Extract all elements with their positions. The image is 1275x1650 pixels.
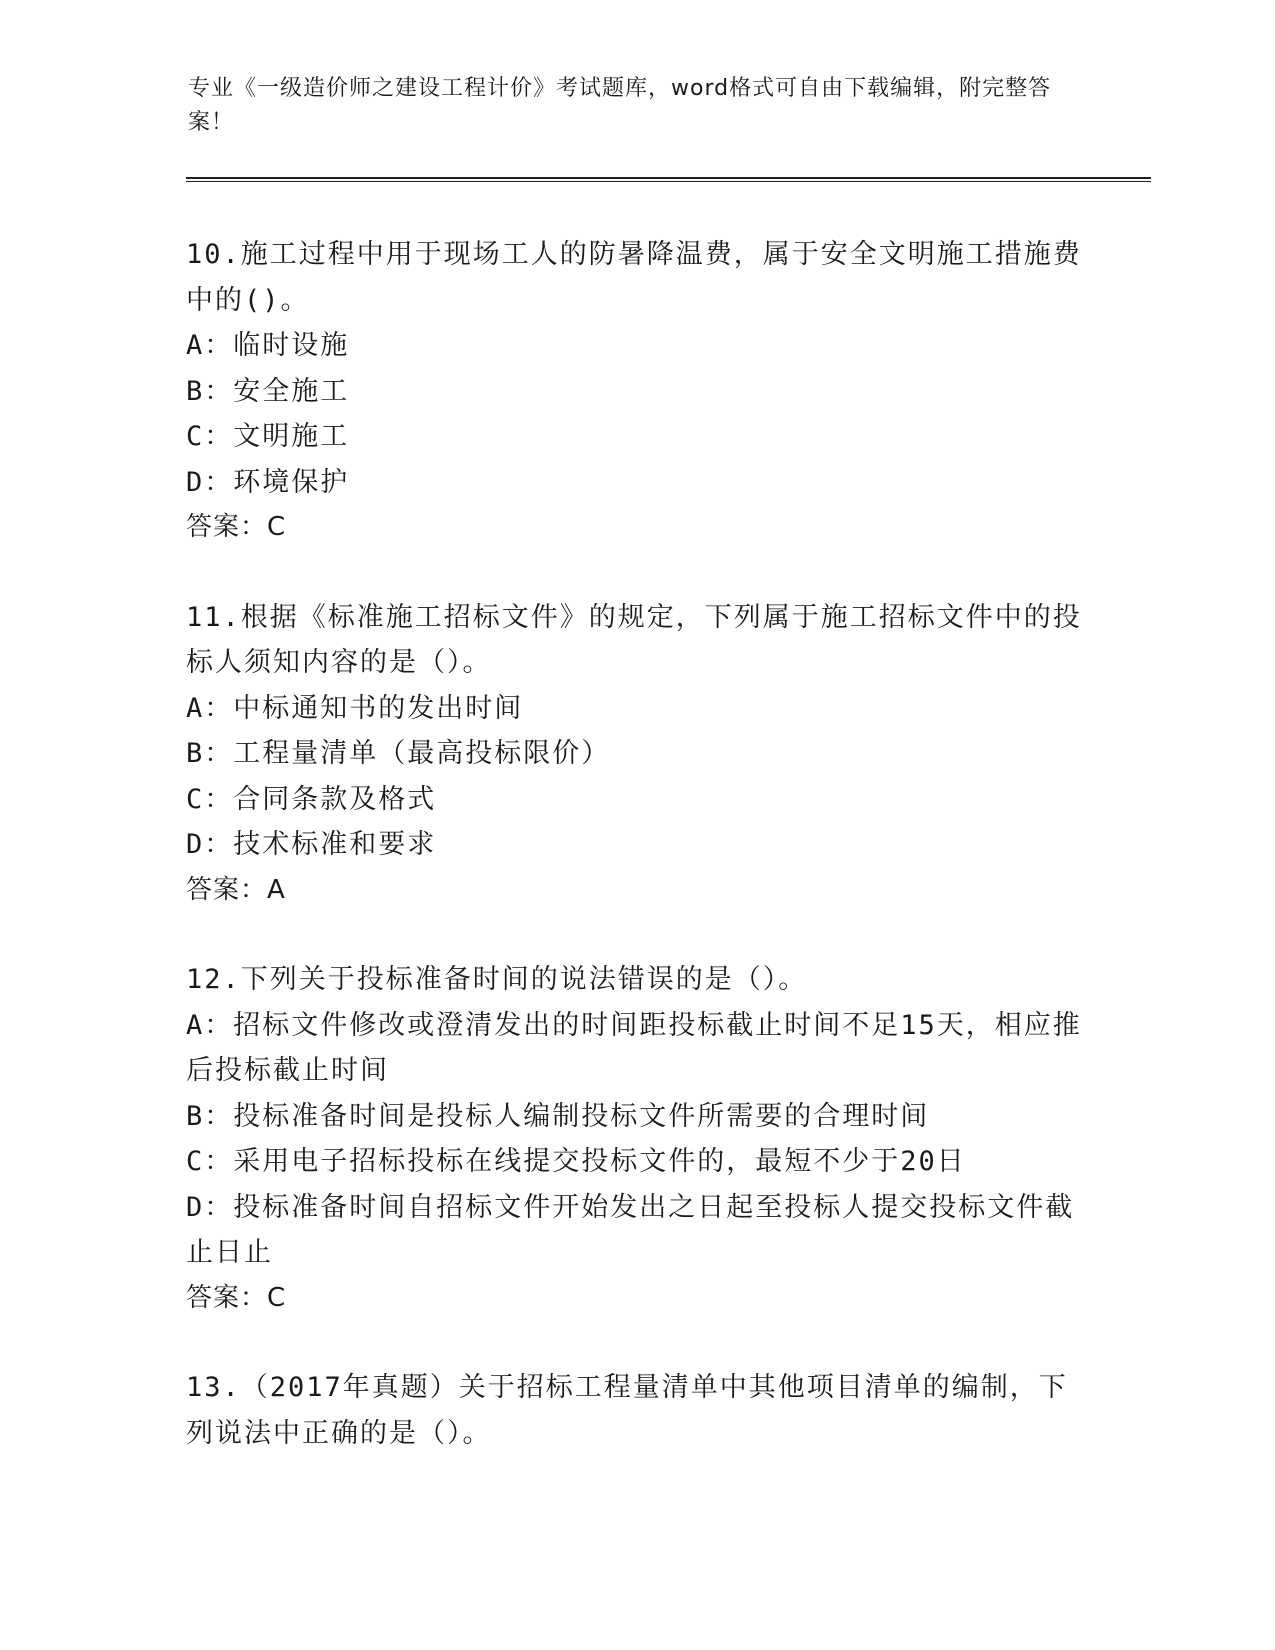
question-11 xyxy=(186,595,1086,914)
answer: 答案：A xyxy=(186,874,286,905)
question-10 xyxy=(186,232,1086,551)
question-text: 13.（2017年真题）关于招标工程量清单中其他项目清单的编制，下列说法中正确的是（）。 xyxy=(186,1372,1068,1449)
question-13 xyxy=(186,1365,1086,1456)
option-a: A：招标文件修改或澄清发出的时间距投标截止时间不足15天，相应推后投标截止时间 xyxy=(186,1009,1082,1086)
answer: 答案：C xyxy=(186,512,287,542)
answer: 答案：C xyxy=(186,1282,287,1313)
question-text: 11.根据《标准施工招标文件》的规定，下列属于施工招标文件中的投标人须知内容的是（）。 xyxy=(186,601,1082,678)
option-c: C：文明施工 xyxy=(186,421,350,452)
option-d: D：环境保护 xyxy=(186,466,350,498)
question-text: 12.下列关于投标准备时间的说法错误的是（）。 xyxy=(186,964,808,995)
question-text: 10.施工过程中用于现场工人的防暑降温费，属于安全文明施工措施费中的()。 xyxy=(186,239,1082,316)
option-d: D：技术标准和要求 xyxy=(186,829,437,860)
option-d: D：投标准备时间自招标文件开始发出之日起至投标人提交投标文件截止日止 xyxy=(186,1191,1075,1268)
document-header: 专业《一级造价师之建设工程计价》考试题库，word格式可自由下载编辑，附完整答案！ xyxy=(188,76,1052,135)
option-b: B：工程量清单（最高投标限价） xyxy=(186,738,611,769)
option-b: B：安全施工 xyxy=(186,375,350,407)
header-divider xyxy=(186,177,1151,182)
option-b: B：投标准备时间是投标人编制投标文件所需要的合理时间 xyxy=(186,1100,930,1132)
option-c: C：采用电子招标投标在线提交投标文件的，最短不少于20日 xyxy=(186,1146,966,1177)
question-12 xyxy=(186,957,1086,1321)
option-a: A：中标通知书的发出时间 xyxy=(186,692,524,724)
option-a: A：临时设施 xyxy=(186,330,350,361)
option-c: C：合同条款及格式 xyxy=(186,783,437,815)
question-list xyxy=(186,232,1086,1500)
